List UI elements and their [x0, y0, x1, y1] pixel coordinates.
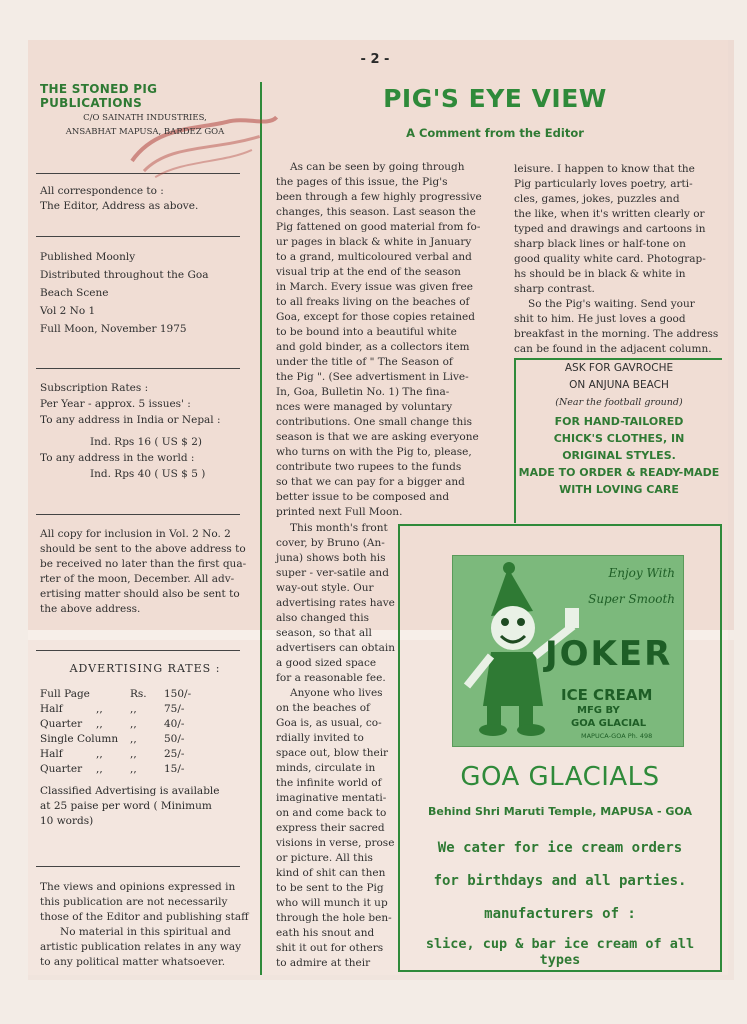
editorial-line: through the hole ben- [276, 912, 392, 924]
editorial-line: in March. Every issue was given free [276, 281, 473, 293]
editorial-line: the Pig ". (See advertisment in Live- [276, 371, 469, 383]
disclaimer-line: No material in this spiritual and [60, 926, 231, 938]
editorial-line: advertisers can obtain [276, 642, 395, 654]
joker-slogan-1: Enjoy With [608, 566, 675, 580]
editorial-line: visual trip at the end of the season [276, 266, 461, 278]
rate-row: Quarter ,, ,, 15/- [40, 763, 185, 775]
copy-notice-line: should be sent to the above address to [40, 543, 246, 555]
gavroche-ad-line: ORIGINAL STYLES. [562, 449, 676, 462]
publisher-address-line1: C/O SAINATH INDUSTRIES, [83, 113, 207, 123]
editorial-line: on the beaches of [276, 702, 370, 714]
publication-info-line: Vol 2 No 1 [40, 305, 96, 317]
editorial-line: to be bound into a beautiful white [276, 326, 457, 338]
disclaimer [40, 880, 250, 970]
editorial-line: rdially invited to [276, 732, 364, 744]
editorial-line: space out, blow their [276, 747, 389, 759]
editorial-line: This month's front [290, 522, 388, 534]
correspondence-line: All correspondence to : [40, 185, 164, 197]
disclaimer-line: this publication are not necessarily [40, 896, 228, 908]
editorial-line: imaginative mentati- [276, 792, 387, 804]
editorial-line: So the Pig's waiting. Send your [528, 298, 695, 310]
copy-notice-line: be received no later than the first qua- [40, 558, 247, 570]
editorial-line: Anyone who lives [290, 687, 383, 699]
editorial-column-2 [514, 162, 722, 357]
editorial-line: shit to him. He just loves a good [514, 313, 686, 325]
copy-notice [40, 527, 250, 617]
glacials-line: for birthdays and all parties. [433, 873, 687, 889]
correspondence-block [40, 184, 250, 214]
gavroche-ad-line: (Near the football ground) [555, 397, 683, 408]
editorial-line: contribute two rupees to the funds [276, 461, 462, 473]
gavroche-ad-line: CHICK'S CLOTHES, IN [553, 432, 685, 445]
editorial-line: also changed this [276, 612, 370, 624]
disclaimer-line: The views and opinions expressed in [40, 881, 236, 893]
advertising-rates-title: ADVERTISING RATES : [69, 662, 221, 675]
editorial-line: nces were managed by voluntary [276, 401, 453, 413]
glacials-line: slice, cup & bar ice cream of all types [425, 936, 695, 968]
editorial-line: or picture. All this [276, 852, 373, 864]
joker-maker: GOA GLACIAL [571, 718, 647, 729]
glacials-box-bottom-rule [398, 970, 722, 972]
copy-notice-line: rter of the moon, December. All adv- [40, 573, 235, 585]
editorial-line: ur pages in black & white in January [276, 236, 472, 248]
advertising-rates-table [40, 687, 250, 829]
glacials-address: Behind Shri Maruti Temple, MAPUSA - GOA [427, 805, 693, 818]
subscription-title: Subscription Rates : [40, 382, 149, 394]
editorial-line: express their sacred [276, 822, 385, 834]
publication-info-line: Full Moon, November 1975 [40, 323, 187, 335]
editorial-line: visions in verse, prose [276, 837, 395, 849]
editorial-line: advertising rates have [276, 597, 395, 609]
rate-row: Single Column ,, 50/- [40, 733, 185, 745]
editorial-line: Goa, except for those copies retained [276, 311, 475, 323]
editorial-line: the pages of this issue, the Pig's [276, 176, 448, 188]
editorial-line: to be sent to the Pig [276, 882, 384, 894]
editorial-line: season, so that all [276, 627, 372, 639]
editorial-column-1b [276, 521, 396, 971]
editorial-line: changes, this season. Last season the [276, 206, 476, 218]
editorial-line: sharp black lines or half-tone on [514, 238, 686, 250]
subscription-block [40, 380, 250, 482]
editorial-line: a good sized space [276, 657, 377, 669]
joker-ad-text [453, 556, 683, 746]
joker-ice-cream-ad [452, 555, 684, 747]
divider-4 [36, 514, 240, 515]
copy-notice-line: All copy for inclusion in Vol. 2 No. 2 [40, 528, 231, 540]
classified-note: Classified Advertising is available at 25 paise per word ( Minimum 10 words) [40, 785, 220, 827]
subscription-line: To any address in the world : [40, 452, 195, 464]
editorial-line: the infinite world of [276, 777, 382, 789]
publisher-address-line2: ANSABHAT MAPUSA, BARDEZ GOA [65, 127, 225, 137]
joker-slogan-2: Super Smooth [588, 592, 675, 606]
subscription-line: Ind. Rps 16 ( US $ 2) [90, 436, 202, 448]
gavroche-ad-line: FOR HAND-TAILORED [554, 415, 684, 428]
subscription-line: Ind. Rps 40 ( US $ 5 ) [90, 468, 206, 480]
editorial-line: leisure. I happen to know that the [514, 163, 695, 175]
editorial-line: who will munch it up [276, 897, 388, 909]
copy-notice-line: the above address. [40, 603, 141, 615]
joker-brand: JOKER [545, 634, 673, 674]
editorial-line: eath his snout and [276, 927, 375, 939]
editorial-line: on and come back to [276, 807, 387, 819]
publication-info-line: Published Moonly [40, 251, 136, 263]
copy-notice-line: ertising matter should also be sent to [40, 588, 240, 600]
editorial-line: and gold binder, as a collectors item [276, 341, 470, 353]
editorial-line: to all freaks living on the beaches of [276, 296, 470, 308]
editorial-line: breakfast in the morning. The address [514, 328, 719, 340]
editorial-headline: PIG'S EYE VIEW [383, 84, 607, 113]
editorial-column-1 [276, 160, 484, 520]
glacials-box-right-rule [720, 524, 722, 972]
editorial-line: for a reasonable fee. [276, 672, 386, 684]
editorial-line: to admire at their [276, 957, 371, 969]
editorial-line: season is that we are asking everyone [276, 431, 479, 443]
editorial-line: shit it out for others [276, 942, 384, 954]
page-number: - 2 - [360, 52, 390, 67]
gavroche-ad-line: MADE TO ORDER & READY-MADE [518, 466, 720, 479]
gavroche-ad [516, 360, 722, 498]
editorial-line: the like, when it's written clearly or [514, 208, 705, 220]
glacials-line: manufacturers of : [484, 906, 636, 922]
editorial-subhead: A Comment from the Editor [406, 126, 584, 140]
subscription-line: Per Year - approx. 5 issues' : [40, 398, 191, 410]
glacials-box-left-rule [398, 524, 400, 972]
joker-product: ICE CREAM [561, 686, 653, 704]
editorial-line: been through a few highly progressive [276, 191, 482, 203]
divider-6 [36, 866, 240, 867]
disclaimer-line: artistic publication relates in any way [40, 941, 242, 953]
publication-info-line: Distributed throughout the Goa [40, 269, 209, 281]
glacials-title: GOA GLACIALS [460, 762, 660, 792]
publisher-address [40, 111, 250, 139]
editorial-line: kind of shit can then [276, 867, 386, 879]
divider-5 [36, 650, 240, 651]
editorial-line: Pig particularly loves poetry, arti- [514, 178, 693, 190]
left-column-divider [260, 82, 262, 975]
editorial-line: better issue to be composed and [276, 491, 450, 503]
editorial-line: printed next Full Moon. [276, 506, 403, 518]
glacials-line: We cater for ice cream orders [437, 840, 683, 856]
editorial-line: As can be seen by going through [290, 161, 465, 173]
subscription-line: To any address in India or Nepal : [40, 414, 221, 426]
editorial-line: who turns on with the Pig to, please, [276, 446, 472, 458]
editorial-line: sharp contrast. [514, 283, 595, 295]
gavroche-ad-line: ASK FOR GAVROCHE [564, 362, 674, 374]
gavroche-ad-line: WITH LOVING CARE [559, 483, 679, 496]
editorial-line: cover, by Bruno (An- [276, 537, 385, 549]
editorial-line: contributions. One small change this [276, 416, 473, 428]
editorial-line: typed and drawings and cartoons in [514, 223, 706, 235]
rate-row: Quarter ,, ,, 40/- [40, 718, 185, 730]
joker-mfg: MFG BY [577, 705, 620, 716]
editorial-line: minds, circulate in [276, 762, 376, 774]
correspondence-line: The Editor, Address as above. [40, 200, 199, 212]
editorial-line: juna) shows both his [276, 552, 386, 564]
divider-3 [36, 368, 240, 369]
editorial-line: so that we can pay for a bigger and [276, 476, 465, 488]
editorial-line: Goa is, as usual, co- [276, 717, 382, 729]
editorial-line: to a grand, multicoloured verbal and [276, 251, 472, 263]
publication-info [40, 248, 250, 338]
editorial-line: super - ver-satile and [276, 567, 389, 579]
editorial-line: In, Goa, Bulletin No. 1) The fina- [276, 386, 450, 398]
publisher-title: THE STONED PIG PUBLICATIONS [40, 82, 158, 110]
rate-row: Half ,, ,, 75/- [40, 703, 185, 715]
editorial-line: Pig fattened on good material from fo- [276, 221, 481, 233]
editorial-line: under the title of " The Season of [276, 356, 453, 368]
editorial-line: hs should be in black & white in [514, 268, 686, 280]
disclaimer-line: to any political matter whatsoever. [40, 956, 226, 968]
editorial-line: way-out style. Our [276, 582, 374, 594]
gavroche-ad-line: ON ANJUNA BEACH [569, 379, 669, 391]
editorial-line: good quality white card. Photograp- [514, 253, 706, 265]
editorial-line: cles, games, jokes, puzzles and [514, 193, 680, 205]
glacials-box-top-rule [398, 524, 720, 526]
publication-info-line: Beach Scene [40, 287, 109, 299]
disclaimer-line: those of the Editor and publishing staff [40, 911, 249, 923]
rate-row: Full Page Rs. 150/- [40, 688, 192, 700]
divider-2 [36, 236, 240, 237]
editorial-line: can be found in the adjacent column. [514, 343, 712, 355]
rate-row: Half ,, ,, 25/- [40, 748, 185, 760]
joker-address: MAPUCA-GOA Ph. 498 [581, 732, 653, 740]
